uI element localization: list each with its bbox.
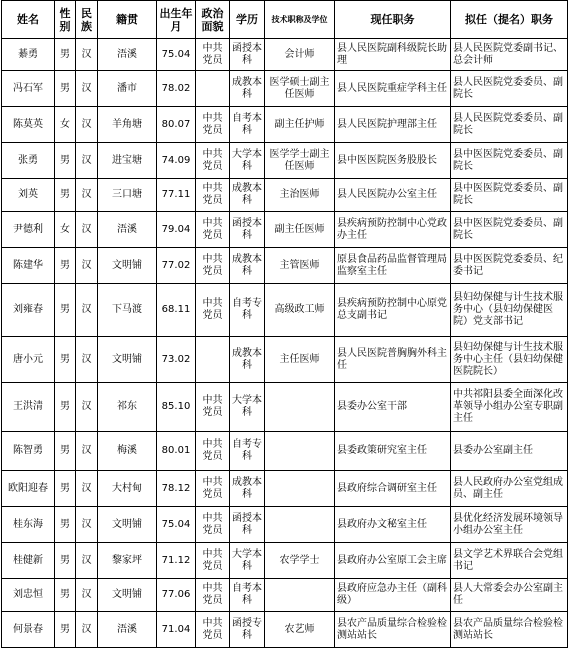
cell-position: 县人民医院副科级院长助理 xyxy=(335,39,451,71)
cell-education: 函授本科 xyxy=(230,212,265,248)
cell-title: 农艺师 xyxy=(265,612,335,648)
cell-birth: 77.06 xyxy=(157,579,196,612)
cell-name: 何景春 xyxy=(2,612,55,648)
table-row xyxy=(2,507,568,543)
header-proposed: 拟任（提名）职务 xyxy=(451,1,568,39)
cell-ethnicity: 汉 xyxy=(76,248,98,284)
cell-education: 自考专科 xyxy=(230,432,265,471)
cell-birth: 78.12 xyxy=(157,471,196,507)
table-row xyxy=(2,212,568,248)
cell-birth: 71.12 xyxy=(157,543,196,579)
table-row xyxy=(2,612,568,648)
cell-origin: 梅溪 xyxy=(98,432,157,471)
cell-education: 函授本科 xyxy=(230,39,265,71)
cell-position: 县人民医院护理部主任 xyxy=(335,107,451,143)
cell-sex: 男 xyxy=(55,284,76,337)
cell-position: 县疾病预防控制中心党政办主任 xyxy=(335,212,451,248)
cell-title: 医学硕士副主任医师 xyxy=(265,71,335,107)
cell-ethnicity: 汉 xyxy=(76,543,98,579)
cell-proposed: 县人民医院党委委员、副院长 xyxy=(451,71,568,107)
table-row xyxy=(2,179,568,212)
cell-title xyxy=(265,471,335,507)
cell-sex: 女 xyxy=(55,212,76,248)
cell-education: 自考本科 xyxy=(230,579,265,612)
table-row xyxy=(2,432,568,471)
cell-ethnicity: 汉 xyxy=(76,432,98,471)
cell-title: 医学学士副主任医师 xyxy=(265,143,335,179)
cell-ethnicity: 汉 xyxy=(76,383,98,432)
cell-proposed: 县中医医院党委委员、纪委书记 xyxy=(451,248,568,284)
cell-birth: 71.04 xyxy=(157,612,196,648)
cell-ethnicity: 汉 xyxy=(76,284,98,337)
cell-political: 中共党员 xyxy=(196,432,230,471)
cell-birth: 79.04 xyxy=(157,212,196,248)
cell-ethnicity: 汉 xyxy=(76,107,98,143)
cell-origin: 浯溪 xyxy=(98,39,157,71)
header-sex: 性别 xyxy=(55,1,76,39)
cell-name: 王洪清 xyxy=(2,383,55,432)
cell-origin: 三口塘 xyxy=(98,179,157,212)
cell-origin: 大村甸 xyxy=(98,471,157,507)
table-row xyxy=(2,471,568,507)
cell-name: 刘英 xyxy=(2,179,55,212)
table-row xyxy=(2,107,568,143)
cell-name: 陈建华 xyxy=(2,248,55,284)
cell-sex: 男 xyxy=(55,248,76,284)
cell-political: 中共党员 xyxy=(196,248,230,284)
cell-name: 陈莫英 xyxy=(2,107,55,143)
cell-name: 尹德利 xyxy=(2,212,55,248)
header-title: 技术职称及学位 xyxy=(265,1,335,39)
cell-name: 陈智勇 xyxy=(2,432,55,471)
cell-political: 中共党员 xyxy=(196,284,230,337)
cell-political: 中共党员 xyxy=(196,543,230,579)
cell-political: 中共党员 xyxy=(196,107,230,143)
cell-origin: 文明铺 xyxy=(98,248,157,284)
cell-name: 桂健新 xyxy=(2,543,55,579)
cell-title: 会计师 xyxy=(265,39,335,71)
cell-name: 冯石军 xyxy=(2,71,55,107)
cell-sex: 男 xyxy=(55,179,76,212)
cell-name: 桂东海 xyxy=(2,507,55,543)
cell-name: 刘忠恒 xyxy=(2,579,55,612)
header-political: 政治面貌 xyxy=(196,1,230,39)
cell-proposed: 县农产品质量综合检验检测站站长 xyxy=(451,612,568,648)
cell-origin: 浯溪 xyxy=(98,212,157,248)
cell-political: 中共党员 xyxy=(196,471,230,507)
cell-proposed: 县人大常委会办公室副主任 xyxy=(451,579,568,612)
cell-name: 欧阳迎春 xyxy=(2,471,55,507)
cell-political: 中共党员 xyxy=(196,39,230,71)
cell-political: 中共党员 xyxy=(196,507,230,543)
header-origin: 籍贯 xyxy=(98,1,157,39)
cell-education: 大学本科 xyxy=(230,543,265,579)
cell-birth: 75.04 xyxy=(157,507,196,543)
cell-position: 县政府办文秘室主任 xyxy=(335,507,451,543)
cell-title xyxy=(265,383,335,432)
header-education: 学历 xyxy=(230,1,265,39)
candidate-table xyxy=(1,0,568,648)
cell-origin: 文明铺 xyxy=(98,579,157,612)
cell-origin: 下马渡 xyxy=(98,284,157,337)
cell-sex: 男 xyxy=(55,143,76,179)
cell-political: 中共党员 xyxy=(196,143,230,179)
cell-title: 主治医师 xyxy=(265,179,335,212)
cell-ethnicity: 汉 xyxy=(76,143,98,179)
cell-political xyxy=(196,71,230,107)
cell-ethnicity: 汉 xyxy=(76,39,98,71)
cell-ethnicity: 汉 xyxy=(76,612,98,648)
cell-proposed: 县优化经济发展环境领导小组办公室主任 xyxy=(451,507,568,543)
cell-political: 中共党员 xyxy=(196,383,230,432)
cell-ethnicity: 汉 xyxy=(76,71,98,107)
cell-birth: 80.01 xyxy=(157,432,196,471)
cell-political: 中共党员 xyxy=(196,579,230,612)
cell-sex: 男 xyxy=(55,337,76,383)
cell-birth: 85.10 xyxy=(157,383,196,432)
cell-position: 原县食品药品监督管理局监察室主任 xyxy=(335,248,451,284)
cell-sex: 男 xyxy=(55,39,76,71)
cell-origin: 文明铺 xyxy=(98,337,157,383)
cell-political: 中共党员 xyxy=(196,612,230,648)
table-row xyxy=(2,383,568,432)
header-birth: 出生年月 xyxy=(157,1,196,39)
cell-birth: 74.09 xyxy=(157,143,196,179)
header-ethnicity: 民族 xyxy=(76,1,98,39)
cell-sex: 男 xyxy=(55,383,76,432)
cell-sex: 男 xyxy=(55,471,76,507)
table-row xyxy=(2,337,568,383)
cell-origin: 羊角塘 xyxy=(98,107,157,143)
cell-sex: 男 xyxy=(55,432,76,471)
cell-position: 县疾病预防控制中心原党总支副书记 xyxy=(335,284,451,337)
cell-education: 大学本科 xyxy=(230,383,265,432)
cell-education: 函授专科 xyxy=(230,612,265,648)
table-row xyxy=(2,143,568,179)
cell-position: 县政府办公室原工会主席 xyxy=(335,543,451,579)
cell-origin: 浯溪 xyxy=(98,612,157,648)
cell-title: 农学学士 xyxy=(265,543,335,579)
cell-title xyxy=(265,579,335,612)
cell-proposed: 县人民医院党委委员、副院长 xyxy=(451,107,568,143)
cell-education: 成教本科 xyxy=(230,248,265,284)
cell-position: 县人民医院办公室主任 xyxy=(335,179,451,212)
cell-education: 函授本科 xyxy=(230,507,265,543)
cell-position: 县委办公室干部 xyxy=(335,383,451,432)
cell-education: 成教本科 xyxy=(230,71,265,107)
cell-name: 唐小元 xyxy=(2,337,55,383)
table-row xyxy=(2,71,568,107)
cell-name: 綦勇 xyxy=(2,39,55,71)
table-row xyxy=(2,284,568,337)
cell-political: 中共党员 xyxy=(196,212,230,248)
cell-birth: 78.02 xyxy=(157,71,196,107)
cell-sex: 男 xyxy=(55,579,76,612)
cell-title xyxy=(265,432,335,471)
cell-ethnicity: 汉 xyxy=(76,212,98,248)
cell-birth: 80.07 xyxy=(157,107,196,143)
cell-origin: 黎家坪 xyxy=(98,543,157,579)
cell-education: 成教本科 xyxy=(230,179,265,212)
cell-proposed: 县妇幼保健与计生技术服务中心主任（县妇幼保健医院院长） xyxy=(451,337,568,383)
cell-position: 县农产品质量综合检验检测站站长 xyxy=(335,612,451,648)
table-row xyxy=(2,248,568,284)
cell-title: 副主任医师 xyxy=(265,212,335,248)
cell-birth: 73.02 xyxy=(157,337,196,383)
cell-sex: 女 xyxy=(55,107,76,143)
cell-proposed: 县妇幼保健与计生技术服务中心（县妇幼保健医院）党支部书记 xyxy=(451,284,568,337)
cell-origin: 文明铺 xyxy=(98,507,157,543)
cell-position: 县政府综合调研室主任 xyxy=(335,471,451,507)
cell-origin: 祁东 xyxy=(98,383,157,432)
cell-title: 高级政工师 xyxy=(265,284,335,337)
cell-ethnicity: 汉 xyxy=(76,507,98,543)
cell-proposed: 县人民医院党委副书记、总会计师 xyxy=(451,39,568,71)
cell-sex: 男 xyxy=(55,71,76,107)
cell-title: 副主任护师 xyxy=(265,107,335,143)
cell-sex: 男 xyxy=(55,612,76,648)
cell-sex: 男 xyxy=(55,543,76,579)
cell-political: 中共党员 xyxy=(196,179,230,212)
cell-birth: 75.04 xyxy=(157,39,196,71)
cell-position: 县中医医院医务股股长 xyxy=(335,143,451,179)
cell-name: 刘雍春 xyxy=(2,284,55,337)
cell-origin: 潘市 xyxy=(98,71,157,107)
cell-birth: 68.11 xyxy=(157,284,196,337)
cell-title: 主管医师 xyxy=(265,248,335,284)
cell-proposed: 县中医医院党委委员、副院长 xyxy=(451,212,568,248)
cell-proposed: 中共祁阳县委全面深化改革领导小组办公室专职副主任 xyxy=(451,383,568,432)
cell-ethnicity: 汉 xyxy=(76,179,98,212)
cell-education: 自考本科 xyxy=(230,107,265,143)
header-name: 姓名 xyxy=(2,1,55,39)
cell-proposed: 县委办公室副主任 xyxy=(451,432,568,471)
cell-proposed: 县中医医院党委委员、副院长 xyxy=(451,143,568,179)
cell-proposed: 县中医医院党委委员、副院长 xyxy=(451,179,568,212)
cell-proposed: 县人民政府办公室党组成员、副主任 xyxy=(451,471,568,507)
cell-birth: 77.02 xyxy=(157,248,196,284)
table-row xyxy=(2,579,568,612)
cell-proposed: 县文学艺术界联合会党组书记 xyxy=(451,543,568,579)
cell-political xyxy=(196,337,230,383)
cell-origin: 进宝塘 xyxy=(98,143,157,179)
table-row xyxy=(2,39,568,71)
cell-position: 县人民医院重症学科主任 xyxy=(335,71,451,107)
cell-position: 县政府应急办主任（副科级） xyxy=(335,579,451,612)
header-row xyxy=(2,1,568,39)
cell-ethnicity: 汉 xyxy=(76,337,98,383)
table-row xyxy=(2,543,568,579)
header-position: 现任职务 xyxy=(335,1,451,39)
cell-ethnicity: 汉 xyxy=(76,471,98,507)
cell-education: 大学本科 xyxy=(230,143,265,179)
cell-title xyxy=(265,507,335,543)
cell-sex: 男 xyxy=(55,507,76,543)
cell-position: 县委政策研究室主任 xyxy=(335,432,451,471)
cell-education: 自考专科 xyxy=(230,284,265,337)
cell-education: 成教本科 xyxy=(230,337,265,383)
cell-title: 主任医师 xyxy=(265,337,335,383)
cell-position: 县人民医院普胸胸外科主任 xyxy=(335,337,451,383)
cell-ethnicity: 汉 xyxy=(76,579,98,612)
cell-birth: 77.11 xyxy=(157,179,196,212)
cell-education: 成教本科 xyxy=(230,471,265,507)
cell-name: 张勇 xyxy=(2,143,55,179)
